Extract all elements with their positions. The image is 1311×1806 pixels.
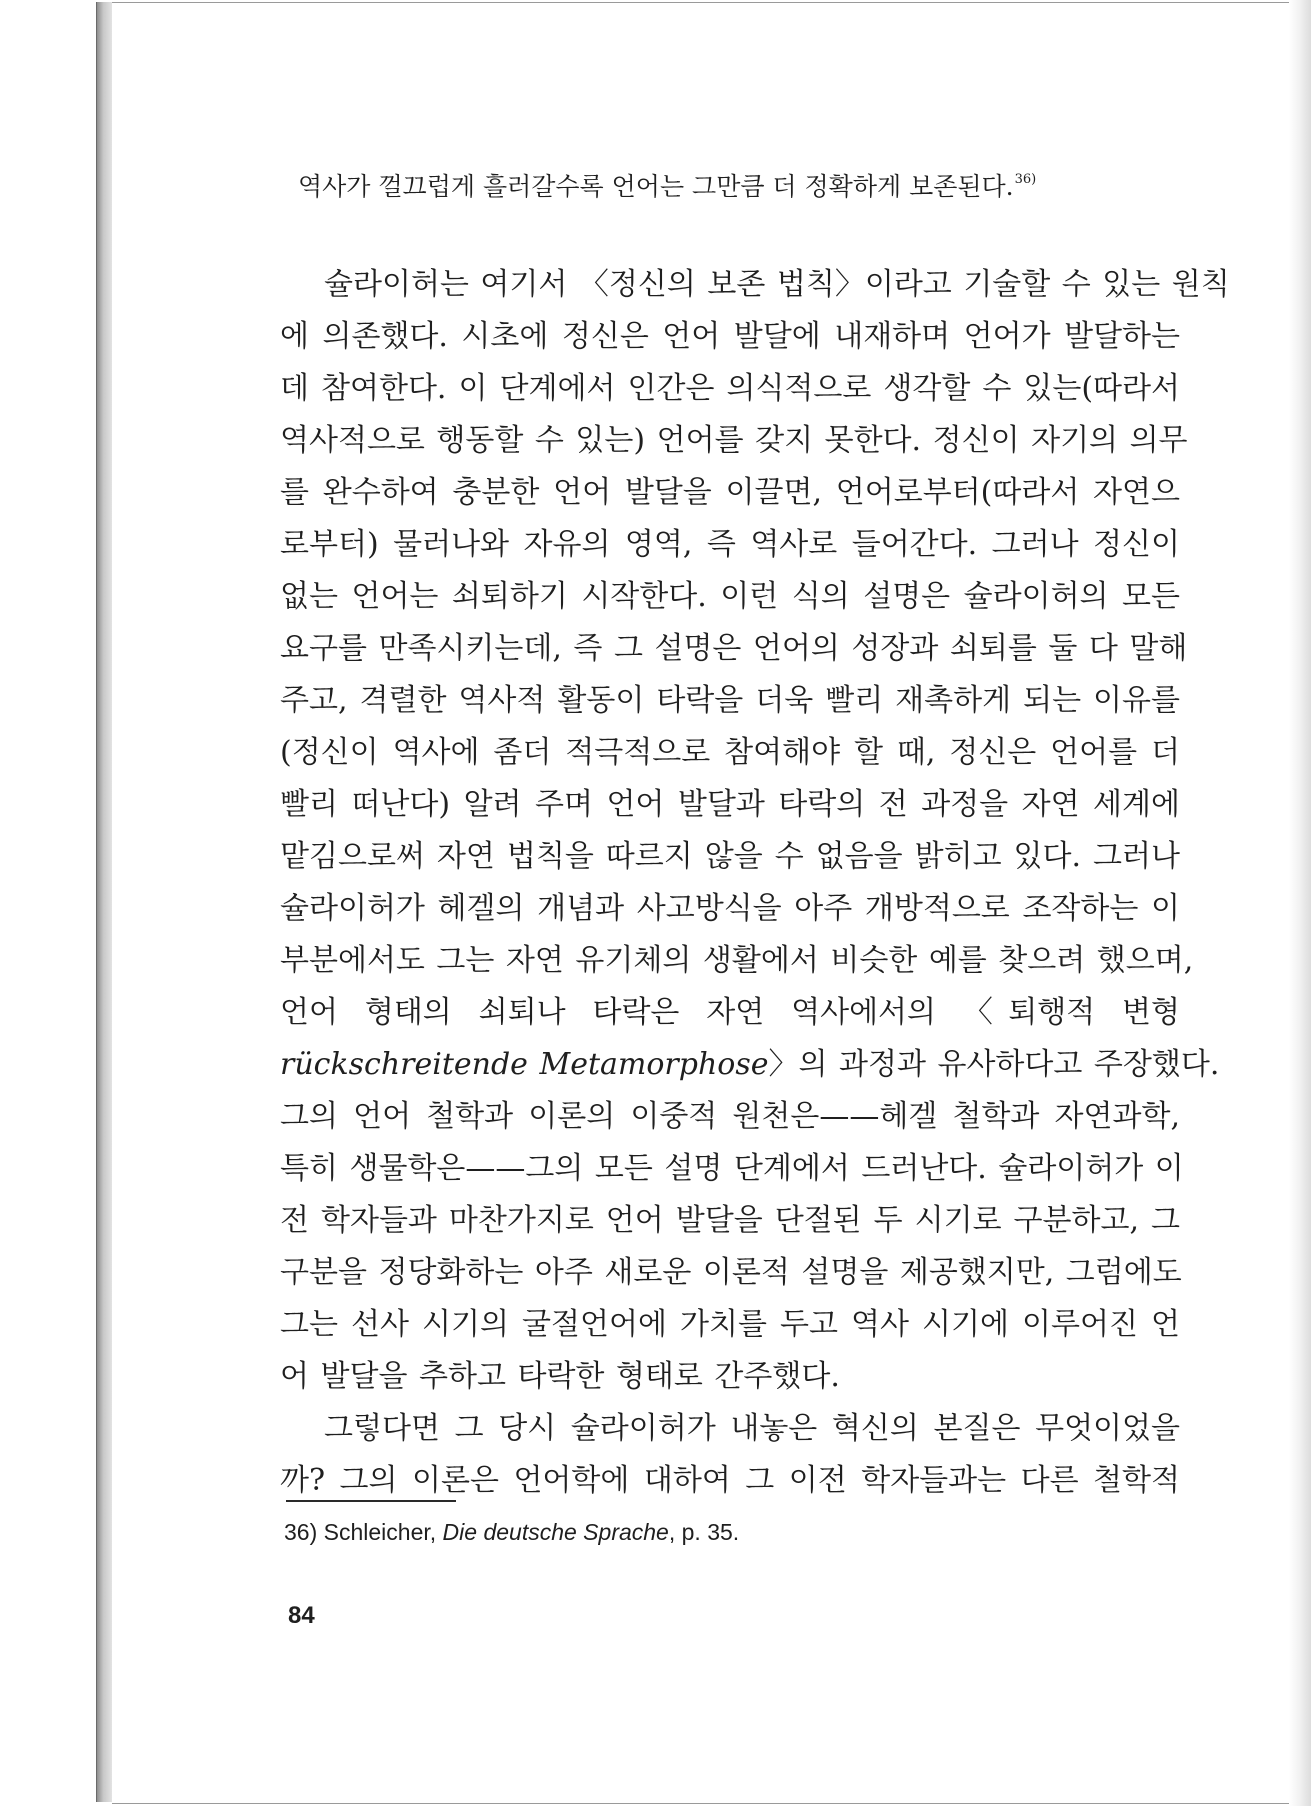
text-line: 로부터) 물러나와 자유의 영역, 즉 역사로 들어간다. 그러나 정신이 bbox=[280, 527, 1180, 562]
quote-text: 역사가 껄끄럽게 흘러갈수록 언어는 그만큼 더 정확하게 보존된다. bbox=[298, 172, 1014, 201]
text-line: 특히 생물학은——그의 모든 설명 단계에서 드러난다. 슐라이허가 이 bbox=[280, 1151, 1184, 1186]
text-segment: 〉의 과정과 유사하다고 주장했다. bbox=[768, 1047, 1220, 1082]
footnote bbox=[284, 1515, 739, 1549]
text-line: 까? 그의 이론은 언어학에 대하여 그 이전 학자들과는 다른 철학적 bbox=[280, 1463, 1180, 1498]
text-line: 전 학자들과 마찬가지로 언어 발달을 단절된 두 시기로 구분하고, 그 bbox=[280, 1203, 1180, 1238]
text-line: 주고, 격렬한 역사적 활동이 타락을 더욱 빨리 재촉하게 되는 이유를 bbox=[280, 683, 1180, 718]
text-line: 역사적으로 행동할 수 있는) 언어를 갖지 못한다. 정신이 자기의 의무 bbox=[280, 423, 1188, 458]
footnote-pages: , p. 35. bbox=[668, 1519, 740, 1545]
footnote-author: Schleicher, bbox=[323, 1519, 437, 1545]
text-line: 그는 선사 시기의 굴절언어에 가치를 두고 역사 시기에 이루어진 언 bbox=[280, 1307, 1180, 1342]
text-line: 요구를 만족시키는데, 즉 그 설명은 언어의 성장과 쇠퇴를 둘 다 말해 bbox=[280, 631, 1188, 666]
text-line: 맡김으로써 자연 법칙을 따르지 않을 수 없음을 밝히고 있다. 그러나 bbox=[280, 839, 1180, 874]
text-line: (정신이 역사에 좀더 적극적으로 참여해야 할 때, 정신은 언어를 더 bbox=[280, 735, 1180, 770]
footnote-number: 36) bbox=[284, 1519, 318, 1545]
text-line: 빨리 떠난다) 알려 주며 언어 발달과 타락의 전 과정을 자연 세계에 bbox=[280, 787, 1180, 822]
text-line: 부분에서도 그는 자연 유기체의 생활에서 비슷한 예를 찾으려 했으며, bbox=[280, 943, 1194, 978]
text-line: 언어 형태의 쇠퇴나 타락은 자연 역사에서의 〈퇴행적 변형 bbox=[280, 995, 1180, 1030]
page-number: 84 bbox=[288, 1602, 315, 1629]
footnote-ref: 36) bbox=[1014, 172, 1037, 187]
text-line: 데 참여한다. 이 단계에서 인간은 의식적으로 생각할 수 있는(따라서 bbox=[280, 371, 1180, 406]
book-spine bbox=[96, 2, 113, 1802]
page-edge bbox=[1289, 0, 1311, 1806]
text-line: 슐라이허는 여기서 〈정신의 보존 법칙〉이라고 기술할 수 있는 원칙 bbox=[324, 267, 1230, 302]
text-line bbox=[280, 1042, 1220, 1088]
text-line: 어 발달을 추하고 타락한 형태로 간주했다. bbox=[280, 1359, 840, 1394]
text-line: 슐라이허가 헤겔의 개념과 사고방식을 아주 개방적으로 조작하는 이 bbox=[280, 891, 1180, 926]
block-quote bbox=[298, 162, 1036, 205]
text-line: 구분을 정당화하는 아주 새로운 이론적 설명을 제공했지만, 그럼에도 bbox=[280, 1255, 1182, 1290]
text-line: 그렇다면 그 당시 슐라이허가 내놓은 혁신의 본질은 무엇이었을 bbox=[324, 1411, 1180, 1446]
footnote-rule bbox=[286, 1500, 456, 1502]
german-term: rückschreitende Metamorphose bbox=[280, 1047, 769, 1082]
text-line: 그의 언어 철학과 이론의 이중적 원천은——헤겔 철학과 자연과학, bbox=[280, 1099, 1180, 1134]
text-line: 를 완수하여 충분한 언어 발달을 이끌면, 언어로부터(따라서 자연으 bbox=[280, 475, 1180, 510]
footnote-title: Die deutsche Sprache bbox=[442, 1519, 669, 1545]
text-line: 없는 언어는 쇠퇴하기 시작한다. 이런 식의 설명은 슐라이허의 모든 bbox=[280, 579, 1180, 614]
text-line: 에 의존했다. 시초에 정신은 언어 발달에 내재하며 언어가 발달하는 bbox=[280, 319, 1180, 354]
